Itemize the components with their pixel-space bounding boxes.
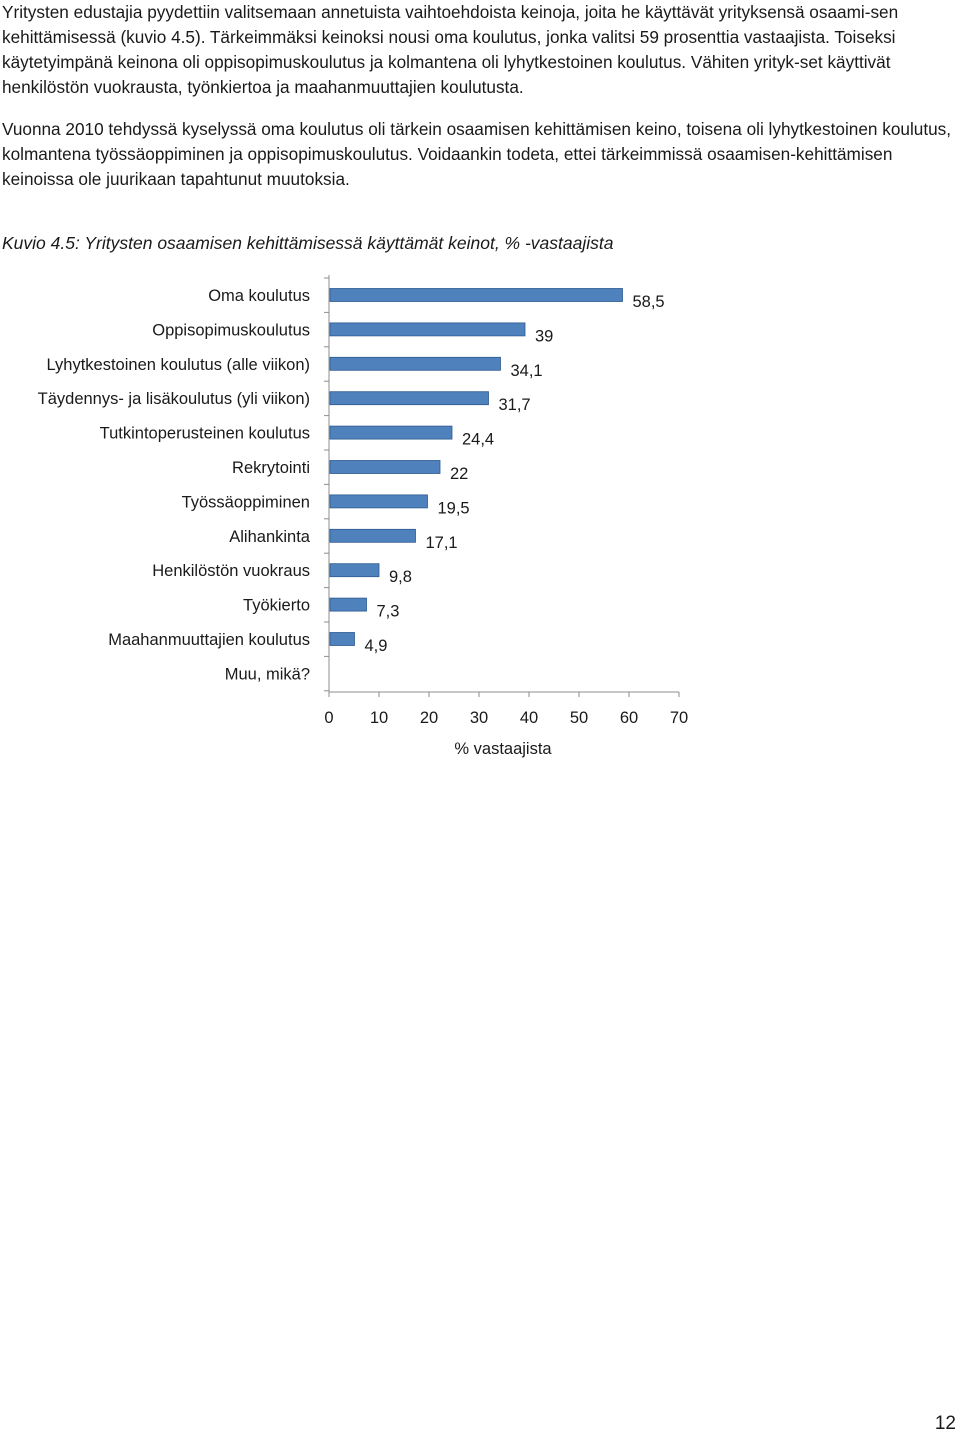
x-tick-label: 50 (569, 709, 589, 727)
bar (330, 495, 428, 508)
category-label: Lyhytkestoinen koulutus (alle viikon) (46, 355, 310, 374)
x-tick-label: 10 (369, 709, 389, 727)
x-tick-label: 60 (619, 709, 639, 727)
x-axis-label: % vastaajista (454, 740, 552, 758)
x-tick-label: 70 (669, 709, 689, 727)
category-label: Oma koulutus (208, 287, 310, 305)
category-label: Alihankinta (229, 527, 310, 546)
category-label: Työkierto (243, 596, 310, 615)
data-label: 22 (450, 465, 469, 483)
category-label: Muu, mikä? (224, 665, 310, 684)
data-label: 19,5 (437, 499, 470, 518)
chart-bars (330, 289, 623, 646)
data-label: 34,1 (510, 361, 543, 380)
page-number: 12 (934, 1413, 956, 1434)
bar (330, 564, 379, 577)
x-tick-label: 40 (519, 709, 539, 727)
bar (330, 426, 452, 439)
bar (330, 289, 623, 302)
value-labels (365, 293, 665, 655)
category-label: Tutkintoperusteinen koulutus (99, 424, 310, 443)
data-label: 31,7 (498, 396, 531, 415)
category-label: Työssäoppiminen (181, 493, 310, 512)
data-label: 58,5 (632, 293, 665, 311)
bar (330, 598, 367, 611)
bar (330, 461, 440, 474)
category-labels (38, 287, 311, 683)
data-label: 7,3 (376, 602, 400, 621)
bar-chart (0, 265, 720, 765)
chart-axes (324, 275, 679, 697)
bar (330, 392, 489, 405)
data-label: 4,9 (364, 637, 388, 655)
x-tick-label: 30 (469, 709, 489, 727)
x-tick-labels (324, 709, 688, 727)
bar (330, 529, 416, 542)
bar (330, 323, 525, 336)
category-label: Henkilöstön vuokraus (152, 562, 310, 581)
bar (330, 357, 501, 370)
intro-paragraph: Yritysten edustajia pyydettiin valitsemaan annetuista vaihtoehdoista keinoja, joita he käyttävät yrityksensä osaami-sen kehittämisessä (kuvio 4.5). Tärkeimmäksi keinoksi nousi oma koulutus, jonka valitsi 59 prosenttia vastaajista. Toiseksi käytetyimpänä keinona oli oppisopimuskoulutus ja kolmantena oli lyhytkestoinen koulutus. Vähiten yrityk-set käyttivät henkilöstön vuokrausta, työnkiertoa ja maahanmuuttajien koulutusta. (2, 2, 899, 97)
data-label: 39 (535, 327, 554, 346)
bar (330, 633, 355, 646)
survey-2010-paragraph: Vuonna 2010 tehdyssä kyselyssä oma koulutus oli tärkein osaamisen kehittämisen keino, toisena oli lyhytkestoinen koulutus, kolmantena työssäoppiminen ja oppisopimuskoulutus. Voidaankin todeta, ettei tärkeimmissä osaamisen-kehittämisen keinoissa ole juurikaan tapahtunut muutoksia. (2, 119, 952, 189)
category-label: Täydennys- ja lisäkoulutus (yli viikon) (37, 390, 310, 409)
data-label: 9,8 (389, 568, 412, 587)
category-label: Rekrytointi (232, 459, 310, 477)
x-tick-label: 20 (419, 709, 439, 727)
category-label: Maahanmuuttajien koulutus (108, 631, 310, 649)
category-label: Oppisopimuskoulutus (152, 321, 310, 340)
x-tick-label: 0 (324, 709, 334, 727)
figure-caption: Kuvio 4.5: Yritysten osaamisen kehittämisessä käyttämät keinot, % -vastaajista (2, 233, 614, 253)
data-label: 24,4 (462, 430, 495, 449)
data-label: 17,1 (425, 533, 458, 552)
